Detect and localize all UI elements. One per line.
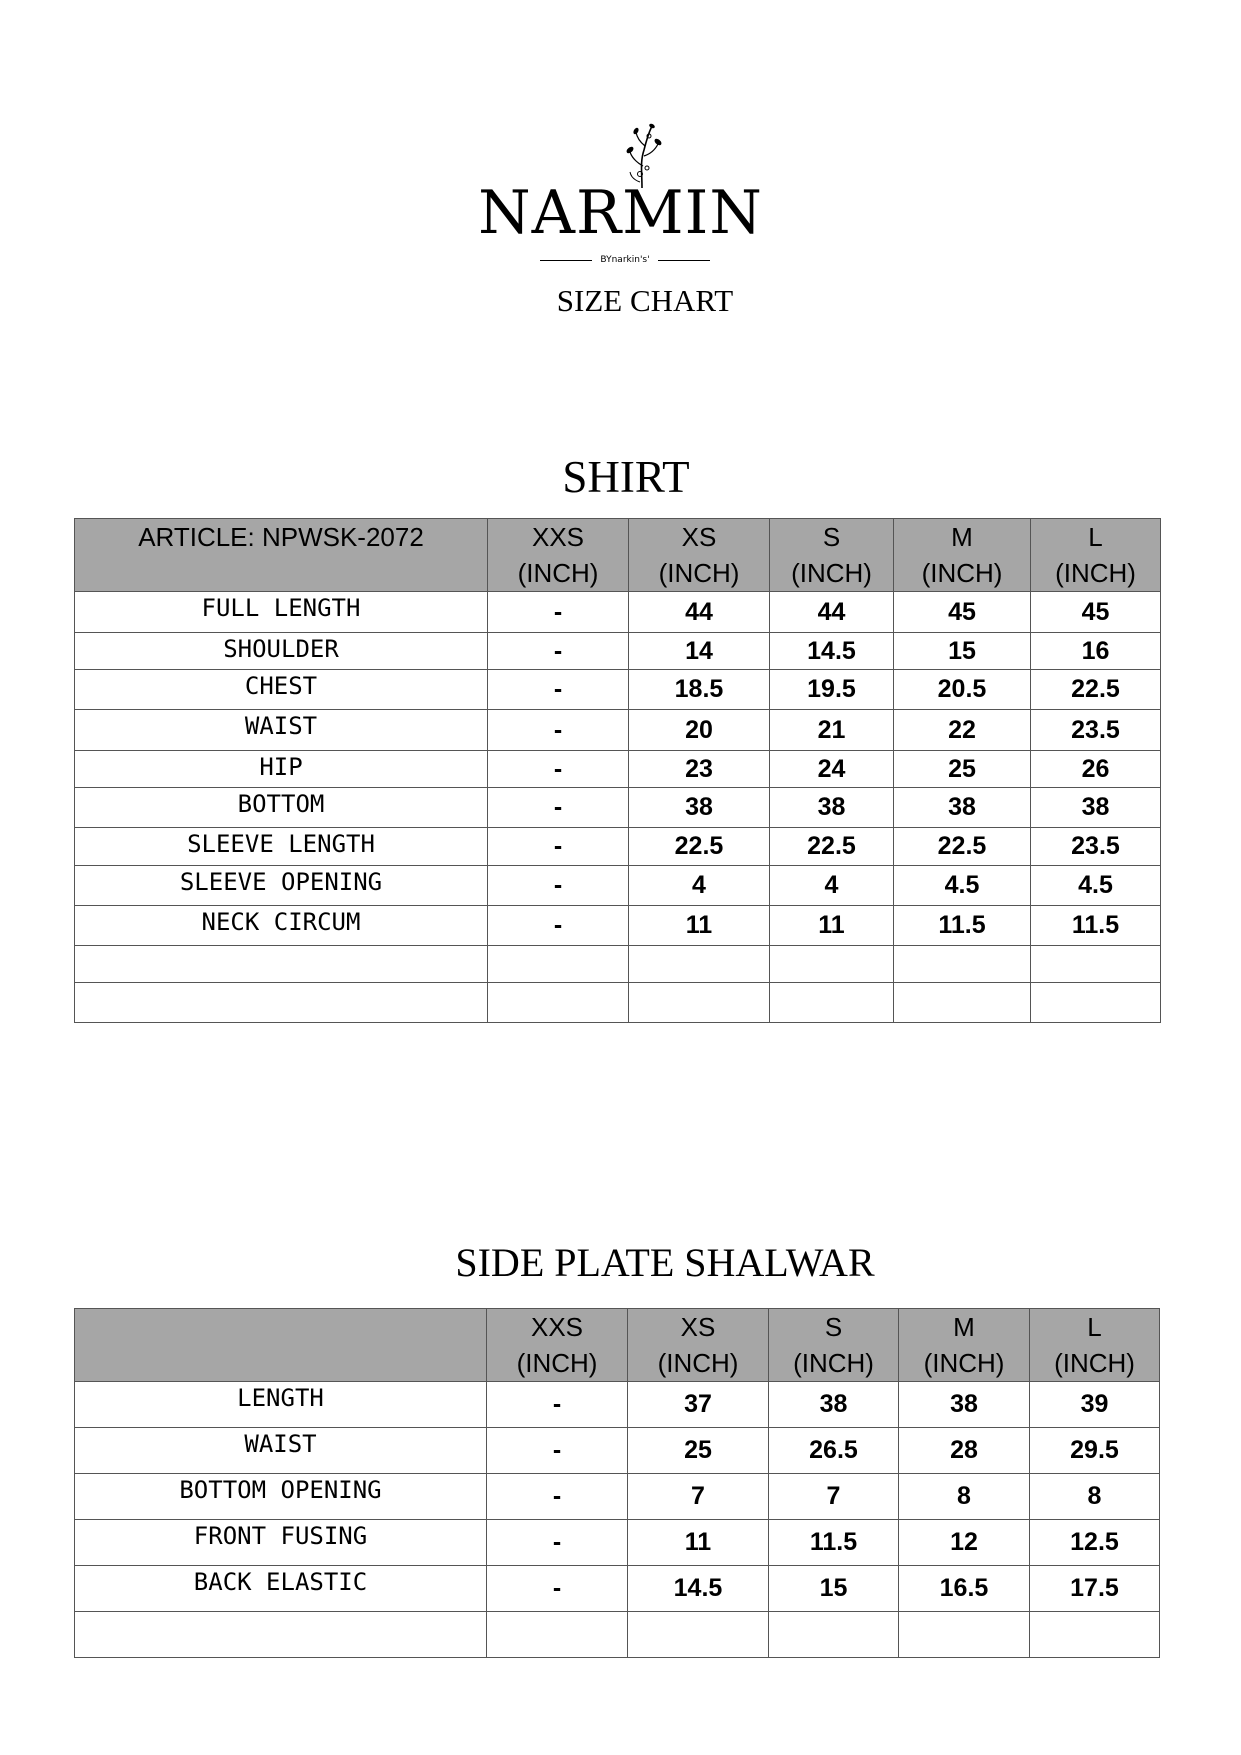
table-cell: 26 <box>1031 751 1161 788</box>
table-cell: 23.5 <box>1031 710 1161 751</box>
table-cell: 37 <box>628 1382 769 1428</box>
table-row <box>75 1474 1160 1520</box>
table-cell: - <box>488 592 629 633</box>
table-cell: 11.5 <box>1031 906 1161 946</box>
row-label: WAIST <box>75 710 488 751</box>
empty-row <box>75 946 1161 983</box>
table-cell: 4.5 <box>894 866 1031 906</box>
table-cell: - <box>487 1566 628 1612</box>
table-row <box>75 592 1161 633</box>
row-label: SLEEVE LENGTH <box>75 828 488 866</box>
table-cell: 8 <box>1030 1474 1160 1520</box>
table-cell: 4.5 <box>1031 866 1161 906</box>
table-cell: - <box>488 670 629 710</box>
row-label: BACK ELASTIC <box>75 1566 487 1612</box>
byline-text: BYnarkin's' <box>600 255 650 265</box>
shirt-header-row <box>75 519 1161 592</box>
table-cell: 11.5 <box>769 1520 899 1566</box>
row-label: FULL LENGTH <box>75 592 488 633</box>
table-cell: - <box>488 866 629 906</box>
size-header-s: S (INCH) <box>770 519 894 592</box>
table-cell: 14.5 <box>770 633 894 670</box>
table-cell: 16 <box>1031 633 1161 670</box>
table-cell: 4 <box>770 866 894 906</box>
table-cell: 22.5 <box>1031 670 1161 710</box>
row-label: LENGTH <box>75 1382 487 1428</box>
size-header-l: L (INCH) <box>1031 519 1161 592</box>
table-cell: 8 <box>899 1474 1030 1520</box>
table-cell: 11.5 <box>894 906 1031 946</box>
table-cell: - <box>488 906 629 946</box>
row-label: NECK CIRCUM <box>75 906 488 946</box>
page-title: SIZE CHART <box>556 283 734 318</box>
table-cell: 39 <box>1030 1382 1160 1428</box>
table-cell: 19.5 <box>770 670 894 710</box>
size-header-m: M (INCH) <box>894 519 1031 592</box>
table-cell: 16.5 <box>899 1566 1030 1612</box>
size-header-s: S (INCH) <box>769 1309 899 1382</box>
table-cell: 20 <box>629 710 770 751</box>
table-row <box>75 751 1161 788</box>
table-cell: 44 <box>629 592 770 633</box>
row-label: WAIST <box>75 1428 487 1474</box>
size-header-xxs: XXS (INCH) <box>488 519 629 592</box>
table-cell: 22.5 <box>770 828 894 866</box>
table-cell: 11 <box>629 906 770 946</box>
table-cell: 23.5 <box>1031 828 1161 866</box>
table-cell: 7 <box>769 1474 899 1520</box>
table-row <box>75 828 1161 866</box>
table-cell: 25 <box>894 751 1031 788</box>
table-cell: - <box>488 633 629 670</box>
table-row <box>75 670 1161 710</box>
shirt-size-table <box>74 518 1161 1023</box>
shalwar-section-title: SIDE PLATE SHALWAR <box>455 1240 875 1285</box>
row-label: HIP <box>75 751 488 788</box>
table-row <box>75 1566 1160 1612</box>
shalwar-header-row <box>75 1309 1160 1382</box>
size-header-l: L (INCH) <box>1030 1309 1160 1382</box>
table-cell: 25 <box>628 1428 769 1474</box>
empty-row <box>75 1612 1160 1658</box>
table-cell: 7 <box>628 1474 769 1520</box>
size-header-xxs: XXS (INCH) <box>487 1309 628 1382</box>
table-cell: 29.5 <box>1030 1428 1160 1474</box>
table-cell: 12 <box>899 1520 1030 1566</box>
byline-rule-left <box>540 260 592 261</box>
row-label: CHEST <box>75 670 488 710</box>
size-header-m: M (INCH) <box>899 1309 1030 1382</box>
table-cell: 18.5 <box>629 670 770 710</box>
table-row <box>75 710 1161 751</box>
table-cell: 11 <box>770 906 894 946</box>
table-cell: 15 <box>894 633 1031 670</box>
table-cell: 14 <box>629 633 770 670</box>
table-row <box>75 906 1161 946</box>
table-cell: 28 <box>899 1428 1030 1474</box>
table-cell: 22.5 <box>894 828 1031 866</box>
table-cell: - <box>488 828 629 866</box>
table-cell: 14.5 <box>628 1566 769 1612</box>
table-cell: 44 <box>770 592 894 633</box>
shalwar-size-table <box>74 1308 1160 1658</box>
table-cell: - <box>488 788 629 828</box>
row-label: SLEEVE OPENING <box>75 866 488 906</box>
table-cell: 4 <box>629 866 770 906</box>
row-label: BOTTOM OPENING <box>75 1474 487 1520</box>
article-label <box>75 1309 487 1382</box>
table-cell: 38 <box>894 788 1031 828</box>
table-cell: 21 <box>770 710 894 751</box>
table-cell: 20.5 <box>894 670 1031 710</box>
table-cell: 17.5 <box>1030 1566 1160 1612</box>
table-cell: 15 <box>769 1566 899 1612</box>
table-cell: 11 <box>628 1520 769 1566</box>
table-cell: 45 <box>894 592 1031 633</box>
table-cell: - <box>487 1520 628 1566</box>
table-cell: - <box>487 1474 628 1520</box>
table-cell: - <box>487 1428 628 1474</box>
brand-logo-text: NARMIN <box>478 178 763 248</box>
table-row <box>75 1520 1160 1566</box>
table-row <box>75 866 1161 906</box>
table-cell: 38 <box>899 1382 1030 1428</box>
table-cell: 45 <box>1031 592 1161 633</box>
row-label: BOTTOM <box>75 788 488 828</box>
table-cell: 22.5 <box>629 828 770 866</box>
table-cell: 23 <box>629 751 770 788</box>
table-cell: 22 <box>894 710 1031 751</box>
brand-byline <box>540 253 710 267</box>
table-cell: 38 <box>770 788 894 828</box>
table-row <box>75 1428 1160 1474</box>
table-row <box>75 633 1161 670</box>
table-row <box>75 788 1161 828</box>
row-label: SHOULDER <box>75 633 488 670</box>
size-header-xs: XS (INCH) <box>628 1309 769 1382</box>
table-cell: - <box>488 751 629 788</box>
byline-rule-right <box>658 260 710 261</box>
table-cell: 38 <box>629 788 770 828</box>
table-cell: - <box>488 710 629 751</box>
table-row <box>75 1382 1160 1428</box>
table-cell: - <box>487 1382 628 1428</box>
row-label: FRONT FUSING <box>75 1520 487 1566</box>
size-header-xs: XS (INCH) <box>629 519 770 592</box>
shirt-section-title: SHIRT <box>562 452 690 502</box>
table-cell: 24 <box>770 751 894 788</box>
table-cell: 38 <box>769 1382 899 1428</box>
table-cell: 38 <box>1031 788 1161 828</box>
empty-row <box>75 983 1161 1023</box>
table-cell: 26.5 <box>769 1428 899 1474</box>
article-label: ARTICLE: NPWSK-2072 <box>75 519 488 592</box>
table-cell: 12.5 <box>1030 1520 1160 1566</box>
